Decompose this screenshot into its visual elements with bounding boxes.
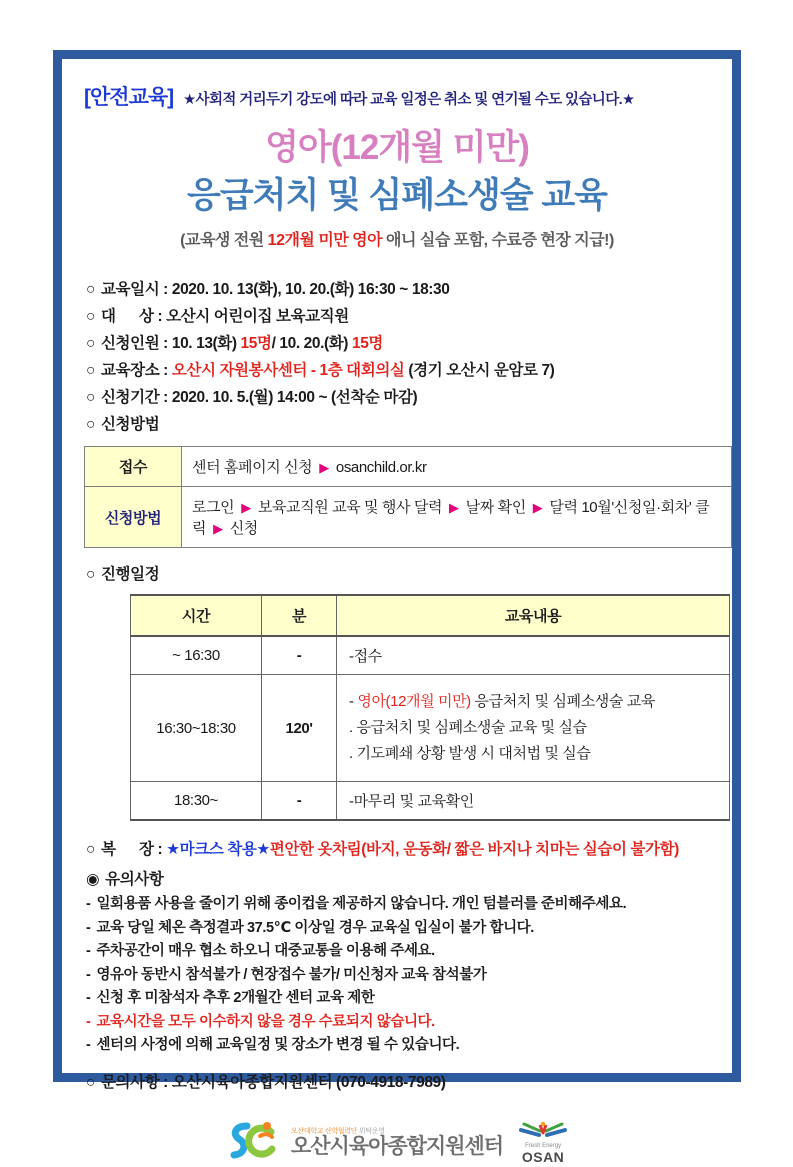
circle-bullet-icon: ○ (86, 308, 95, 325)
table-row (131, 636, 730, 675)
list-item (86, 1011, 718, 1035)
circle-bullet-icon: ○ (86, 335, 95, 352)
schedule-r2-rest: 응급처치 및 심폐소생술 교육 (470, 693, 655, 710)
table-row (85, 487, 732, 548)
header-line (76, 81, 718, 111)
apply-step: 로그인 (192, 499, 235, 516)
apply-site-url: osanchild.or.kr (335, 459, 427, 476)
center-logo-icon (225, 1118, 283, 1167)
table-row (131, 782, 730, 821)
info-venue (86, 357, 718, 384)
schedule-r2-line2: . 응급처치 및 심폐소생술 교육 및 실습 (349, 719, 587, 736)
info-datetime (86, 276, 718, 303)
blue-border-frame (53, 50, 741, 1165)
schedule-r1-content: -접수 (337, 636, 730, 675)
notice-text: 영유아 동반시 참석불가 / 현장접수 불가/ 미신청자 교육 참석불가 (96, 966, 487, 983)
dress-label: 복 장 : (100, 841, 167, 858)
contact-label: 문의사항 : (100, 1073, 172, 1091)
apply-row1-cell (182, 447, 732, 487)
dash: - (86, 943, 91, 959)
apply-step: 날짜 확인 (465, 499, 526, 516)
circle-bullet-icon: ○ (86, 566, 95, 583)
info-venue-red: 오산시 자원봉사센터 - 1층 대회의실 (171, 362, 405, 379)
info-method-label: 신청방법 (100, 416, 160, 433)
org-text-block (291, 1126, 503, 1158)
info-datetime-label: 교육일시 : (100, 281, 172, 298)
notice-text: 신청 후 미참석자 추후 2개월간 센터 교육 제한 (96, 990, 375, 1006)
notice-text: 일회용품 사용을 줄이기 위해 종이컵을 제공하지 않습니다. 개인 텀블러를 준비해주세요. (96, 896, 627, 912)
dash: - (86, 990, 91, 1006)
safety-education-tag: [안전교육] (84, 86, 174, 109)
osan-bird-icon (517, 1120, 569, 1143)
osan-wordmark: OSAN (521, 1148, 565, 1165)
schedule-r3-time: 18:30~ (131, 782, 262, 821)
schedule-r1-time: ~ 16:30 (131, 636, 262, 675)
info-list (76, 276, 718, 438)
schedule-header-row (131, 595, 730, 636)
col-header-time: 시간 (131, 595, 262, 636)
notice-text-red: 교육시간을 모두 이수하지 않을 경우 수료되지 않습니다. (96, 1013, 435, 1030)
osan-logo-block (517, 1120, 569, 1165)
subtitle (76, 227, 718, 250)
info-datetime-value: 2020. 10. 13(화), 10. 20.(화) 16:30 ~ 18:30 (171, 281, 450, 298)
info-period (86, 384, 718, 411)
info-venue-rest: (경기 오산시 운암로 7) (404, 362, 555, 379)
info-period-label: 신청기간 : (100, 389, 172, 406)
table-row (131, 675, 730, 782)
notices-list (76, 893, 718, 1058)
dot-circle-bullet-icon: ◉ (86, 871, 100, 888)
title-line1: 영아(12개월 미만) (265, 128, 529, 167)
schedule-r3-min: - (262, 782, 337, 821)
info-target (86, 303, 718, 330)
apply-step: 달력 10월'신청일·회차' 클릭 (192, 499, 710, 537)
osan-tagline: Fresh Energy (525, 1142, 562, 1149)
org-subtext-orange: 오산대학교 산학협력단 (290, 1128, 358, 1135)
schedule-r2-content (337, 675, 730, 782)
table-row (85, 447, 732, 487)
arrow-icon: ▶ (319, 460, 329, 475)
arrow-icon: ▶ (213, 521, 223, 536)
list-item (86, 987, 718, 1011)
info-capacity-red2: 15명 (351, 335, 383, 352)
footer-logo-area (76, 1118, 718, 1167)
dash: - (86, 896, 91, 912)
apply-row2-head: 신청방법 (85, 487, 182, 548)
list-item (86, 940, 718, 964)
dress-code-line (76, 837, 718, 863)
contact-line (76, 1070, 718, 1096)
notice-text: 주차공간이 매우 협소 하오니 대중교통을 이용해 주세요. (96, 943, 435, 959)
apply-method-table (84, 446, 732, 548)
apply-row1-head: 접수 (85, 447, 182, 487)
info-capacity (86, 330, 718, 357)
circle-bullet-icon: ○ (86, 362, 95, 379)
arrow-icon: ▶ (241, 500, 251, 515)
dash: - (86, 966, 91, 983)
org-subtext-rest: 위탁운영 (357, 1128, 385, 1135)
subtitle-post: 애니 실습 포함, 수료증 현장 지급!) (382, 232, 614, 249)
arrow-icon: ▶ (449, 500, 459, 515)
contact-value: 오산시육아종합지원센터 (070-4918-7989) (171, 1073, 446, 1091)
info-method (86, 411, 718, 438)
info-target-label: 대 상 : (100, 308, 167, 325)
apply-row2-cell (182, 487, 732, 548)
title-line2: 응급처치 및 심폐소생술 교육 (187, 176, 607, 215)
dash: - (86, 1037, 91, 1053)
dress-mask-note: ★마크스 착용★ (166, 841, 270, 858)
info-capacity-red1: 15명 (240, 335, 272, 352)
dash: - (86, 919, 91, 936)
col-header-content: 교육내용 (337, 595, 730, 636)
info-period-value: 2020. 10. 5.(월) 14:00 ~ (선착순 마감) (171, 389, 418, 406)
arrow-icon: ▶ (532, 500, 543, 515)
list-item (86, 1034, 718, 1058)
info-capacity-label: 신청인원 : (100, 335, 172, 352)
schedule-r2-min: 120' (262, 675, 337, 782)
dress-clothing-note: 편안한 옷차림(바지, 운동화/ 짧은 바지나 치마는 실습이 불가함) (269, 841, 679, 858)
info-capacity-v1: 10. 13(화) (171, 335, 241, 352)
dash: - (349, 693, 358, 710)
subtitle-red: 12개월 미만 영아 (267, 232, 383, 249)
schedule-heading (76, 562, 718, 588)
circle-bullet-icon: ○ (86, 389, 95, 406)
list-item (86, 917, 718, 941)
schedule-r2-line1 (349, 689, 723, 715)
schedule-r1-min: - (262, 636, 337, 675)
circle-bullet-icon: ○ (86, 1073, 95, 1091)
col-header-min: 분 (262, 595, 337, 636)
org-name: 오산시육아종합지원센터 (290, 1135, 504, 1158)
circle-bullet-icon: ○ (86, 841, 95, 858)
list-item (86, 893, 718, 917)
info-target-value: 오산시 어린이집 보육교직원 (166, 308, 349, 325)
schedule-heading-label: 진행일정 (100, 566, 160, 583)
schedule-r2-red: 영아(12개월 미만) (357, 693, 471, 710)
dash: - (86, 1013, 91, 1030)
circle-bullet-icon: ○ (86, 281, 95, 298)
info-venue-label: 교육장소 : (100, 362, 172, 379)
notices-heading-label: 유의사항 (105, 871, 164, 888)
notice-text: 교육 당일 체온 측정결과 37.5℃ 이상일 경우 교육실 입실이 불가 합니다. (96, 919, 534, 936)
apply-step: 신청 (229, 520, 258, 537)
apply-row1-text: 센터 홈페이지 신청 (192, 459, 313, 476)
content-area (62, 59, 732, 1167)
notice-text: 센터의 사정에 의해 교육일정 및 장소가 변경 될 수 있습니다. (96, 1037, 460, 1053)
schedule-r3-content: -마무리 및 교육확인 (337, 782, 730, 821)
distancing-notice: ★사회적 거리두기 강도에 따라 교육 일정은 취소 및 연기될 수도 있습니다.★ (183, 92, 635, 108)
info-capacity-v2: / 10. 20.(화) (271, 335, 352, 352)
notices-heading (76, 867, 718, 893)
schedule-r2-line3: . 기도폐쇄 상황 발생 시 대처법 및 실습 (349, 745, 591, 762)
subtitle-pre: (교육생 전원 (180, 232, 268, 249)
list-item (86, 964, 718, 988)
circle-bullet-icon: ○ (86, 416, 95, 433)
apply-step: 보육교직원 교육 및 행사 달력 (257, 499, 443, 516)
schedule-table (130, 594, 730, 821)
schedule-r2-time: 16:30~18:30 (131, 675, 262, 782)
